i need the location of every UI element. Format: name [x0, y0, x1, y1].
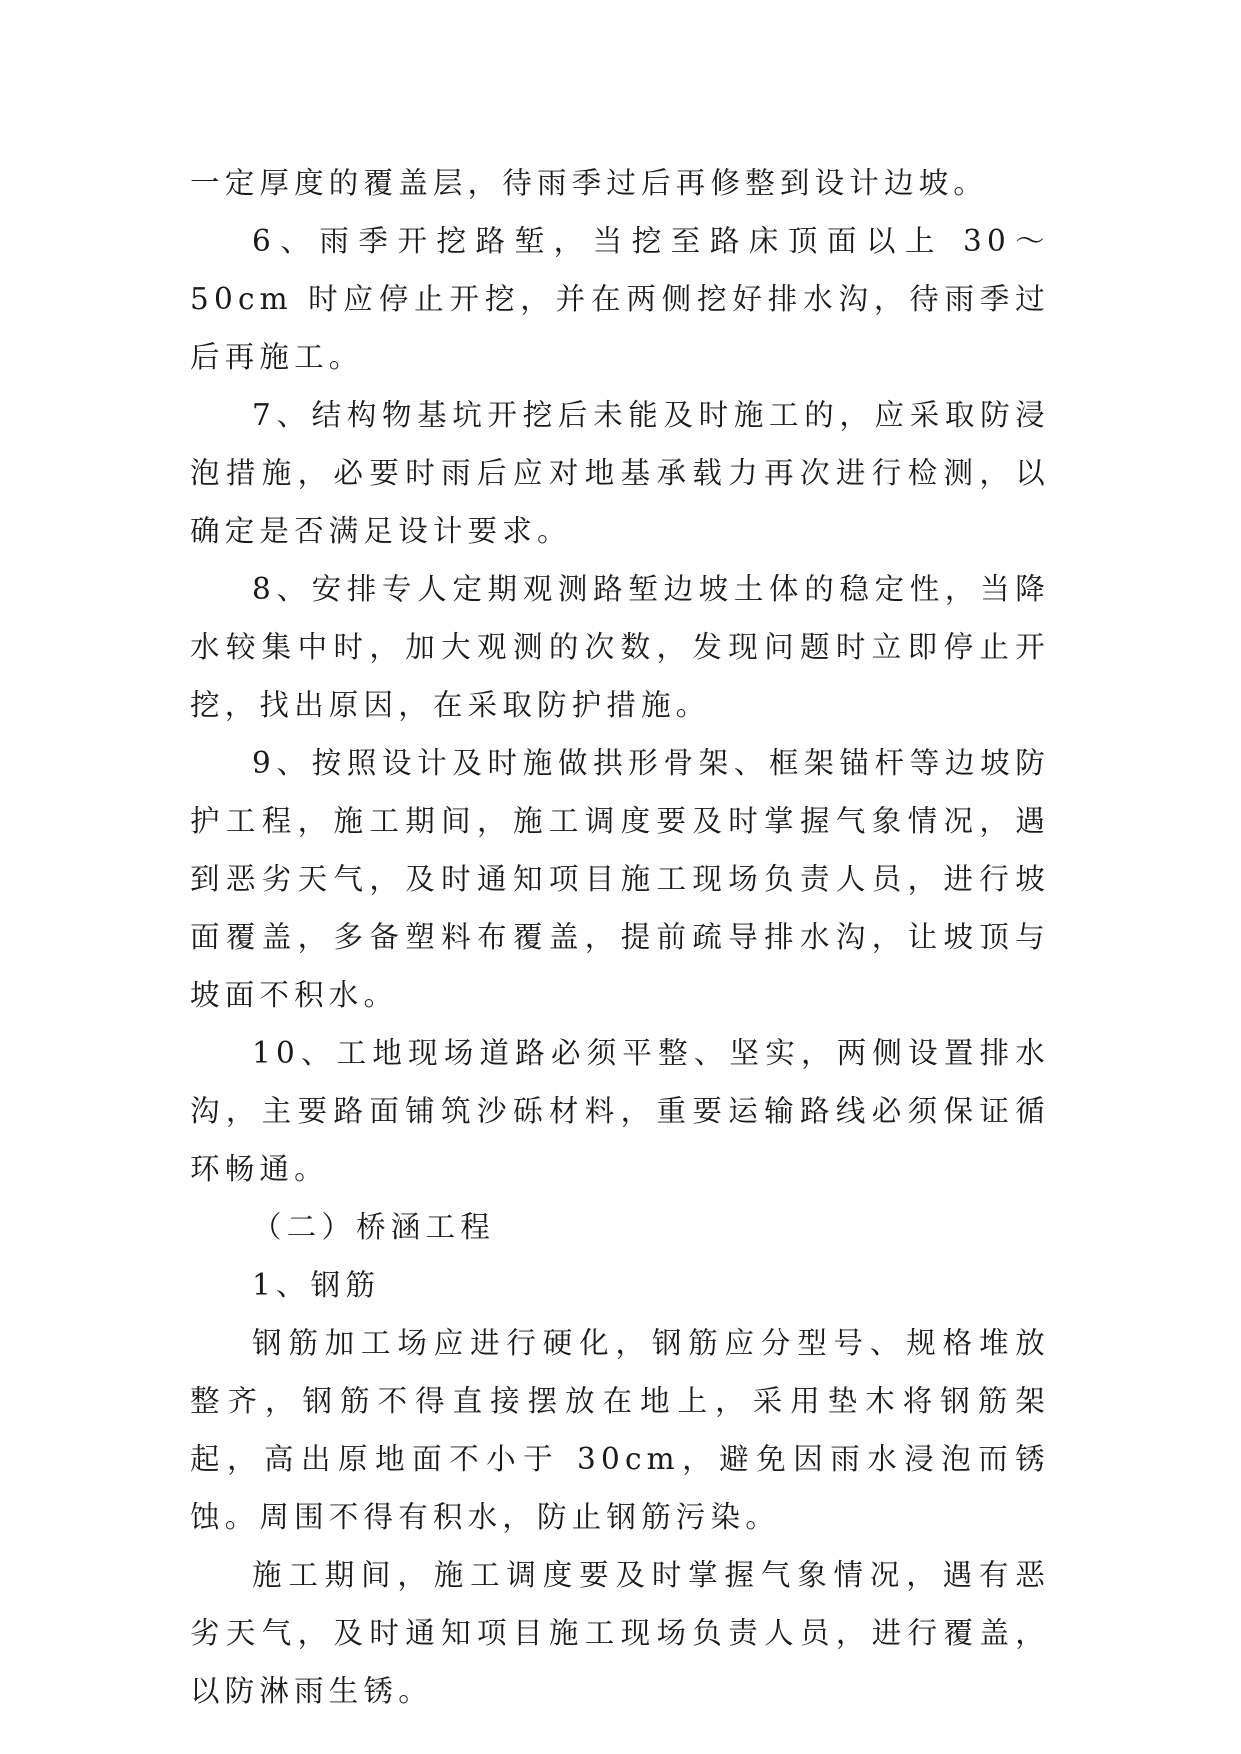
- body-paragraph: 施工期间，施工调度要及时掌握气象情况，遇有恶劣天气，及时通知项目施工现场负责人员，进行覆盖，以防淋雨生锈。: [190, 1558, 1050, 1708]
- body-paragraph: 10、工地现场道路必须平整、坚实，两侧设置排水沟，主要路面铺筑沙砾材料，重要运输路线必须保证循环畅通。: [190, 1036, 1050, 1186]
- document-page: [190, 154, 1050, 1720]
- body-paragraph: 钢筋加工场应进行硬化，钢筋应分型号、规格堆放整齐，钢筋不得直接摆放在地上，采用垫木将钢筋架起，高出原地面不小于 30cm，避免因雨水浸泡而锈蚀。周围不得有积水，防止钢筋污染。: [190, 1326, 1050, 1534]
- body-paragraph: 7、结构物基坑开挖后未能及时施工的，应采取防浸泡措施，必要时雨后应对地基承载力再次进行检测，以确定是否满足设计要求。: [190, 398, 1050, 548]
- body-paragraph: 9、按照设计及时施做拱形骨架、框架锚杆等边坡防护工程，施工期间，施工调度要及时掌握气象情况，遇到恶劣天气，及时通知项目施工现场负责人员，进行坡面覆盖，多备塑料布覆盖，提前疏导排水沟，让坡顶与坡面不积水。: [190, 746, 1050, 1012]
- body-paragraph: 8、安排专人定期观测路堑边坡土体的稳定性，当降水较集中时，加大观测的次数，发现问题时立即停止开挖，找出原因，在采取防护措施。: [190, 572, 1050, 722]
- body-paragraph: 一定厚度的覆盖层，待雨季过后再修整到设计边坡。: [190, 166, 989, 200]
- subsection-heading: 1、钢筋: [252, 1268, 381, 1302]
- body-paragraph: 6、雨季开挖路堑，当挖至路床顶面以上 30～50cm 时应停止开挖，并在两侧挖好排水沟，待雨季过后再施工。: [190, 224, 1050, 374]
- section-heading: （二）桥涵工程: [252, 1210, 495, 1244]
